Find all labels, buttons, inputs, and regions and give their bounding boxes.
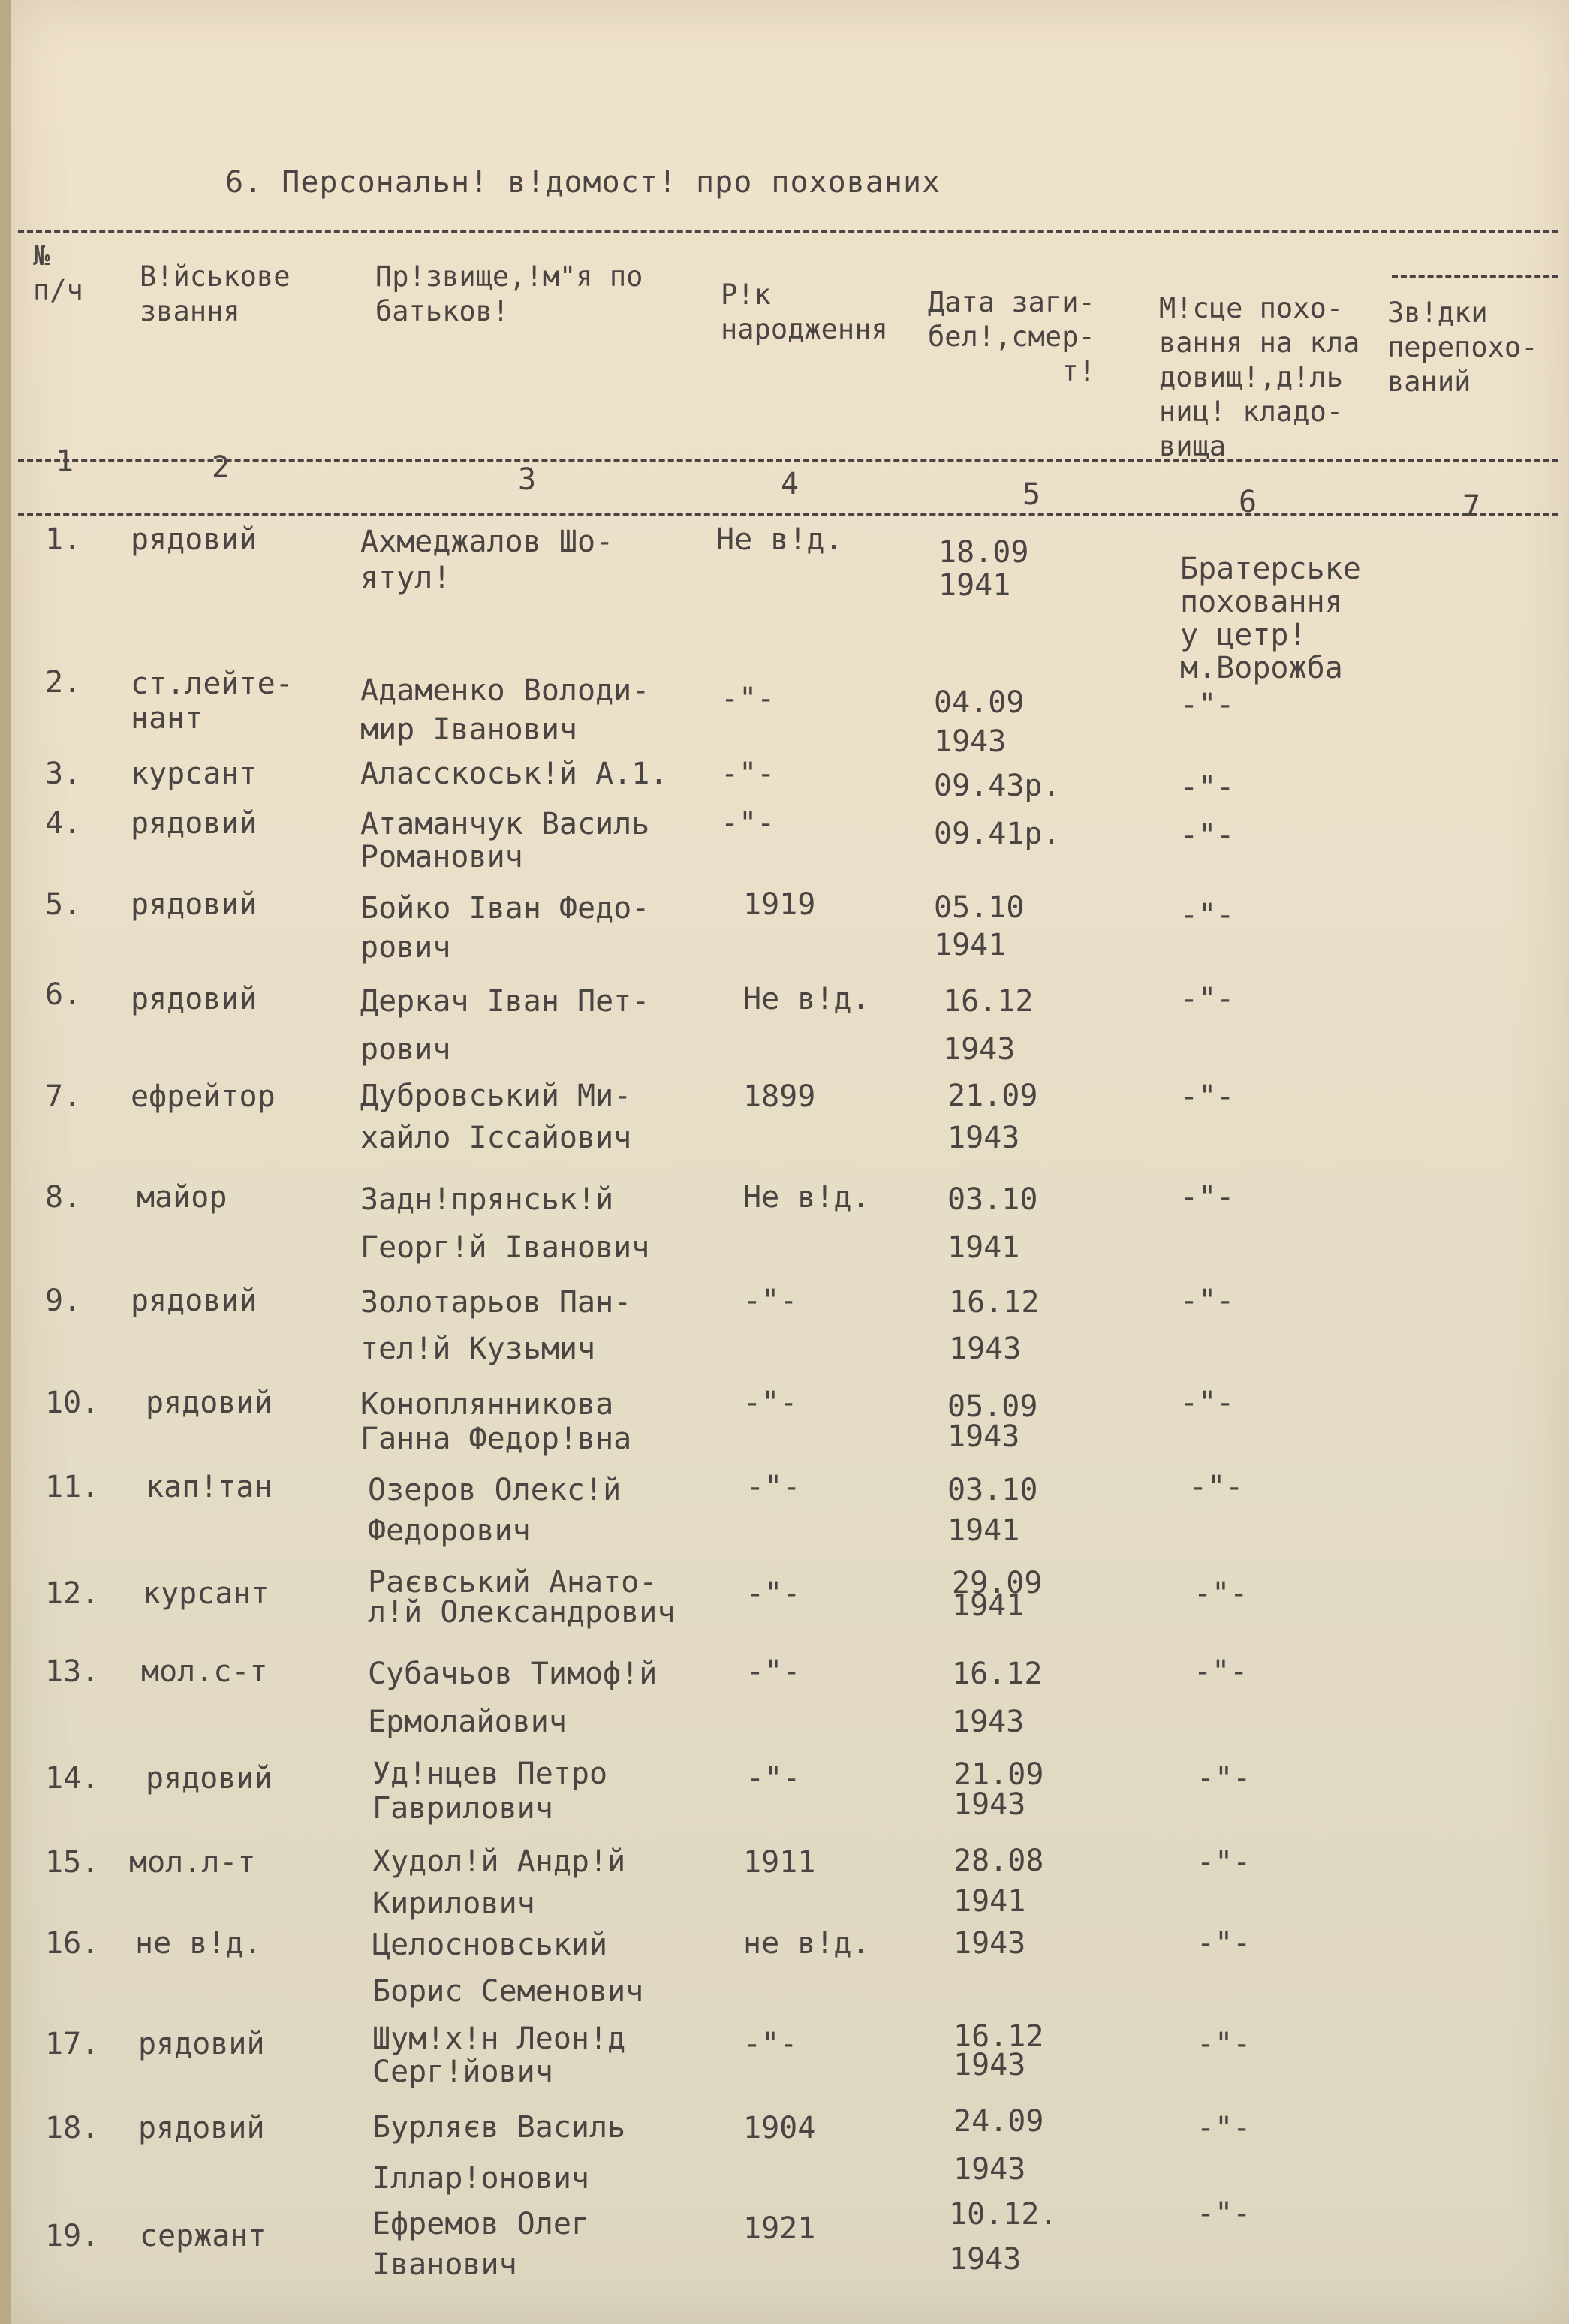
row-birth-year: Не в!д. <box>716 522 843 557</box>
row-burial-place: -"- <box>1180 898 1235 932</box>
row-name: Атаманчук Василь Романович <box>360 807 650 875</box>
row-death-date: 21.09 1943 <box>947 1079 1038 1155</box>
row-birth-year: -"- <box>743 1284 798 1318</box>
row-name: Дубровський Ми- хайло Іссайович <box>360 1079 632 1155</box>
row-number: 16. <box>45 1926 100 1961</box>
row-number: 12. <box>45 1576 100 1611</box>
row-burial-place: -"- <box>1180 688 1235 722</box>
row-birth-year: Не в!д. <box>743 982 870 1016</box>
row-death-date: 24.09 1943 <box>953 2104 1044 2187</box>
row-name: Шум!х!н Леон!д Серг!йович <box>372 2021 626 2089</box>
row-burial-place: Братерське поховання у цетр! м.Ворожба <box>1180 552 1361 685</box>
row-rank: рядовий <box>146 1761 273 1796</box>
row-death-date: 03.10 1941 <box>947 1473 1038 1548</box>
row-birth-year: 1899 <box>743 1079 816 1114</box>
row-rank: сержант <box>140 2219 267 2253</box>
column-header-birth-year: Р!к народження <box>721 278 888 345</box>
row-death-date: 09.43р. <box>934 769 1061 803</box>
row-number: 15. <box>45 1845 100 1880</box>
column-header-rank: В!йськове звання <box>140 260 291 327</box>
row-name: Адаменко Володи- мир Іванович <box>360 673 650 747</box>
row-name: Целосновський Борис Семенович <box>372 1928 644 2009</box>
document-sheet <box>11 0 1569 2324</box>
row-death-date: 09.41р. <box>934 817 1061 851</box>
row-name: Бойко Іван Федо- рович <box>360 891 650 965</box>
row-rank: мол.с-т <box>141 1654 268 1689</box>
row-burial-place: -"- <box>1180 770 1235 805</box>
row-death-date: 21.09 1943 <box>953 1757 1044 1822</box>
row-burial-place: -"- <box>1180 1079 1235 1114</box>
row-burial-place: -"- <box>1197 1845 1251 1880</box>
column-number-5: 5 <box>1022 477 1041 512</box>
row-rank: рядовий <box>131 806 257 841</box>
row-death-date: 04.09 1943 <box>934 685 1025 759</box>
row-birth-year: -"- <box>746 1761 801 1796</box>
row-birth-year: -"- <box>746 1576 801 1611</box>
row-burial-place: -"- <box>1197 2027 1251 2061</box>
column-number-6: 6 <box>1239 485 1257 519</box>
row-burial-place: -"- <box>1197 1761 1251 1796</box>
column-number-7: 7 <box>1462 489 1481 524</box>
column-header-name: Пр!звище,!м"я по батьков! <box>375 260 643 327</box>
row-death-date: 05.09 1943 <box>947 1389 1038 1454</box>
row-burial-place: -"- <box>1197 2111 1251 2145</box>
row-number: 11. <box>45 1470 100 1504</box>
row-burial-place: -"- <box>1180 1180 1235 1215</box>
row-number: 18. <box>45 2111 100 2145</box>
row-burial-place: -"- <box>1197 1926 1251 1961</box>
row-death-date: 05.10 1941 <box>934 890 1025 962</box>
row-number: 19. <box>45 2219 100 2253</box>
row-name: Аласскоськ!й А.1. <box>360 757 668 791</box>
row-rank: рядовий <box>146 1386 273 1420</box>
row-birth-year: -"- <box>721 682 775 716</box>
column-header-burial-place: М!сце похо- вання на кла довищ!,д!ль ниц! кладо- вища <box>1159 292 1360 462</box>
row-death-date: 18.09 1941 <box>938 535 1029 603</box>
row-burial-place: -"- <box>1180 1284 1235 1318</box>
row-birth-year: -"- <box>721 757 775 791</box>
row-rank: рядовий <box>131 522 257 557</box>
row-rank: кап!тан <box>146 1470 273 1504</box>
row-name: Раєвський Анато- л!й Олександрович <box>368 1565 676 1630</box>
document-title: 6. Персональн! в!домост! про похованих <box>225 165 941 200</box>
row-burial-place: -"- <box>1180 982 1235 1016</box>
row-name: Худол!й Андр!й Кирилович <box>372 1844 626 1921</box>
row-rank: ефрейтор <box>131 1079 276 1114</box>
row-number: 1. <box>45 522 82 557</box>
row-birth-year: -"- <box>721 806 775 841</box>
row-death-date: 16.12 1943 <box>952 1657 1043 1739</box>
row-name: Золотарьов Пан- тел!й Кузьмич <box>360 1285 632 1366</box>
column-number-4: 4 <box>781 467 800 501</box>
row-number: 17. <box>45 2027 100 2061</box>
row-number: 3. <box>45 757 82 791</box>
row-number: 9. <box>45 1284 82 1318</box>
row-burial-place: -"- <box>1194 1654 1248 1689</box>
column-header-number: № п/ч <box>33 239 83 306</box>
row-name: Деркач Іван Пет- рович <box>360 984 650 1067</box>
row-birth-year: -"- <box>743 2027 798 2061</box>
row-name: Коноплянникова Ганна Федор!вна <box>360 1387 632 1456</box>
column-number-3: 3 <box>518 462 537 497</box>
row-birth-year: -"- <box>746 1654 801 1689</box>
table-body <box>11 0 1569 2324</box>
row-rank: майор <box>137 1180 227 1215</box>
row-rank: курсант <box>143 1576 270 1611</box>
row-death-date: 16.12 1943 <box>943 984 1034 1067</box>
row-number: 2. <box>45 665 82 700</box>
row-birth-year: 1904 <box>743 2111 816 2145</box>
row-death-date: 16.12 1943 <box>953 2019 1044 2082</box>
row-burial-place: -"- <box>1180 818 1235 853</box>
row-number: 10. <box>45 1386 100 1420</box>
row-rank: рядовий <box>138 2027 265 2061</box>
row-burial-place: -"- <box>1197 2196 1251 2231</box>
row-death-date: 28.08 1941 <box>953 1844 1044 1919</box>
row-birth-year: 1921 <box>743 2211 816 2246</box>
row-burial-place: -"- <box>1180 1386 1235 1420</box>
row-birth-year: -"- <box>743 1386 798 1420</box>
row-death-date: 16.12 1943 <box>949 1285 1040 1366</box>
row-death-date: 1943 <box>953 1926 1026 1961</box>
row-name: Задн!прянськ!й Георг!й Іванович <box>360 1182 650 1265</box>
row-burial-place: -"- <box>1194 1576 1248 1611</box>
column-header-death-date: Дата заги- бел!,смер- т! <box>928 286 1095 387</box>
row-rank: рядовий <box>131 982 257 1016</box>
column-number-2: 2 <box>212 450 230 485</box>
column-number-1: 1 <box>56 444 74 479</box>
row-name: Озеров Олекс!й Федорович <box>368 1473 622 1548</box>
row-number: 8. <box>45 1180 82 1215</box>
row-number: 4. <box>45 806 82 841</box>
row-birth-year: не в!д. <box>743 1926 870 1961</box>
row-name: Ахмеджалов Шо- ятул! <box>360 525 614 595</box>
row-number: 13. <box>45 1654 100 1689</box>
row-number: 5. <box>45 887 82 922</box>
row-rank: рядовий <box>131 887 257 922</box>
row-number: 14. <box>45 1761 100 1796</box>
column-header-origin: Зв!дки перепохо- ваний <box>1387 297 1538 398</box>
row-birth-year: -"- <box>746 1470 801 1504</box>
row-birth-year: 1911 <box>743 1845 816 1880</box>
row-burial-place: -"- <box>1189 1470 1244 1504</box>
row-rank: курсант <box>131 757 257 791</box>
row-rank: рядовий <box>131 1284 257 1318</box>
row-death-date: 29.09 1941 <box>952 1566 1043 1623</box>
row-death-date: 10.12. 1943 <box>949 2197 1058 2277</box>
row-number: 6. <box>45 977 82 1012</box>
row-birth-year: Не в!д. <box>743 1180 870 1215</box>
row-rank: ст.лейте- нант <box>131 667 294 736</box>
row-birth-year: 1919 <box>743 887 816 922</box>
row-name: Бурляєв Василь Іллар!онович <box>372 2110 626 2196</box>
row-name: Уд!нцев Петро Гаврилович <box>372 1757 608 1826</box>
row-rank: мол.л-т <box>129 1845 256 1880</box>
row-rank: не в!д. <box>135 1926 262 1961</box>
row-name: Субачьов Тимоф!й Ермолайович <box>368 1657 658 1739</box>
row-name: Ефремов Олег Іванович <box>372 2207 589 2282</box>
row-death-date: 03.10 1941 <box>947 1182 1038 1265</box>
row-number: 7. <box>45 1079 82 1114</box>
row-rank: рядовий <box>138 2111 265 2145</box>
